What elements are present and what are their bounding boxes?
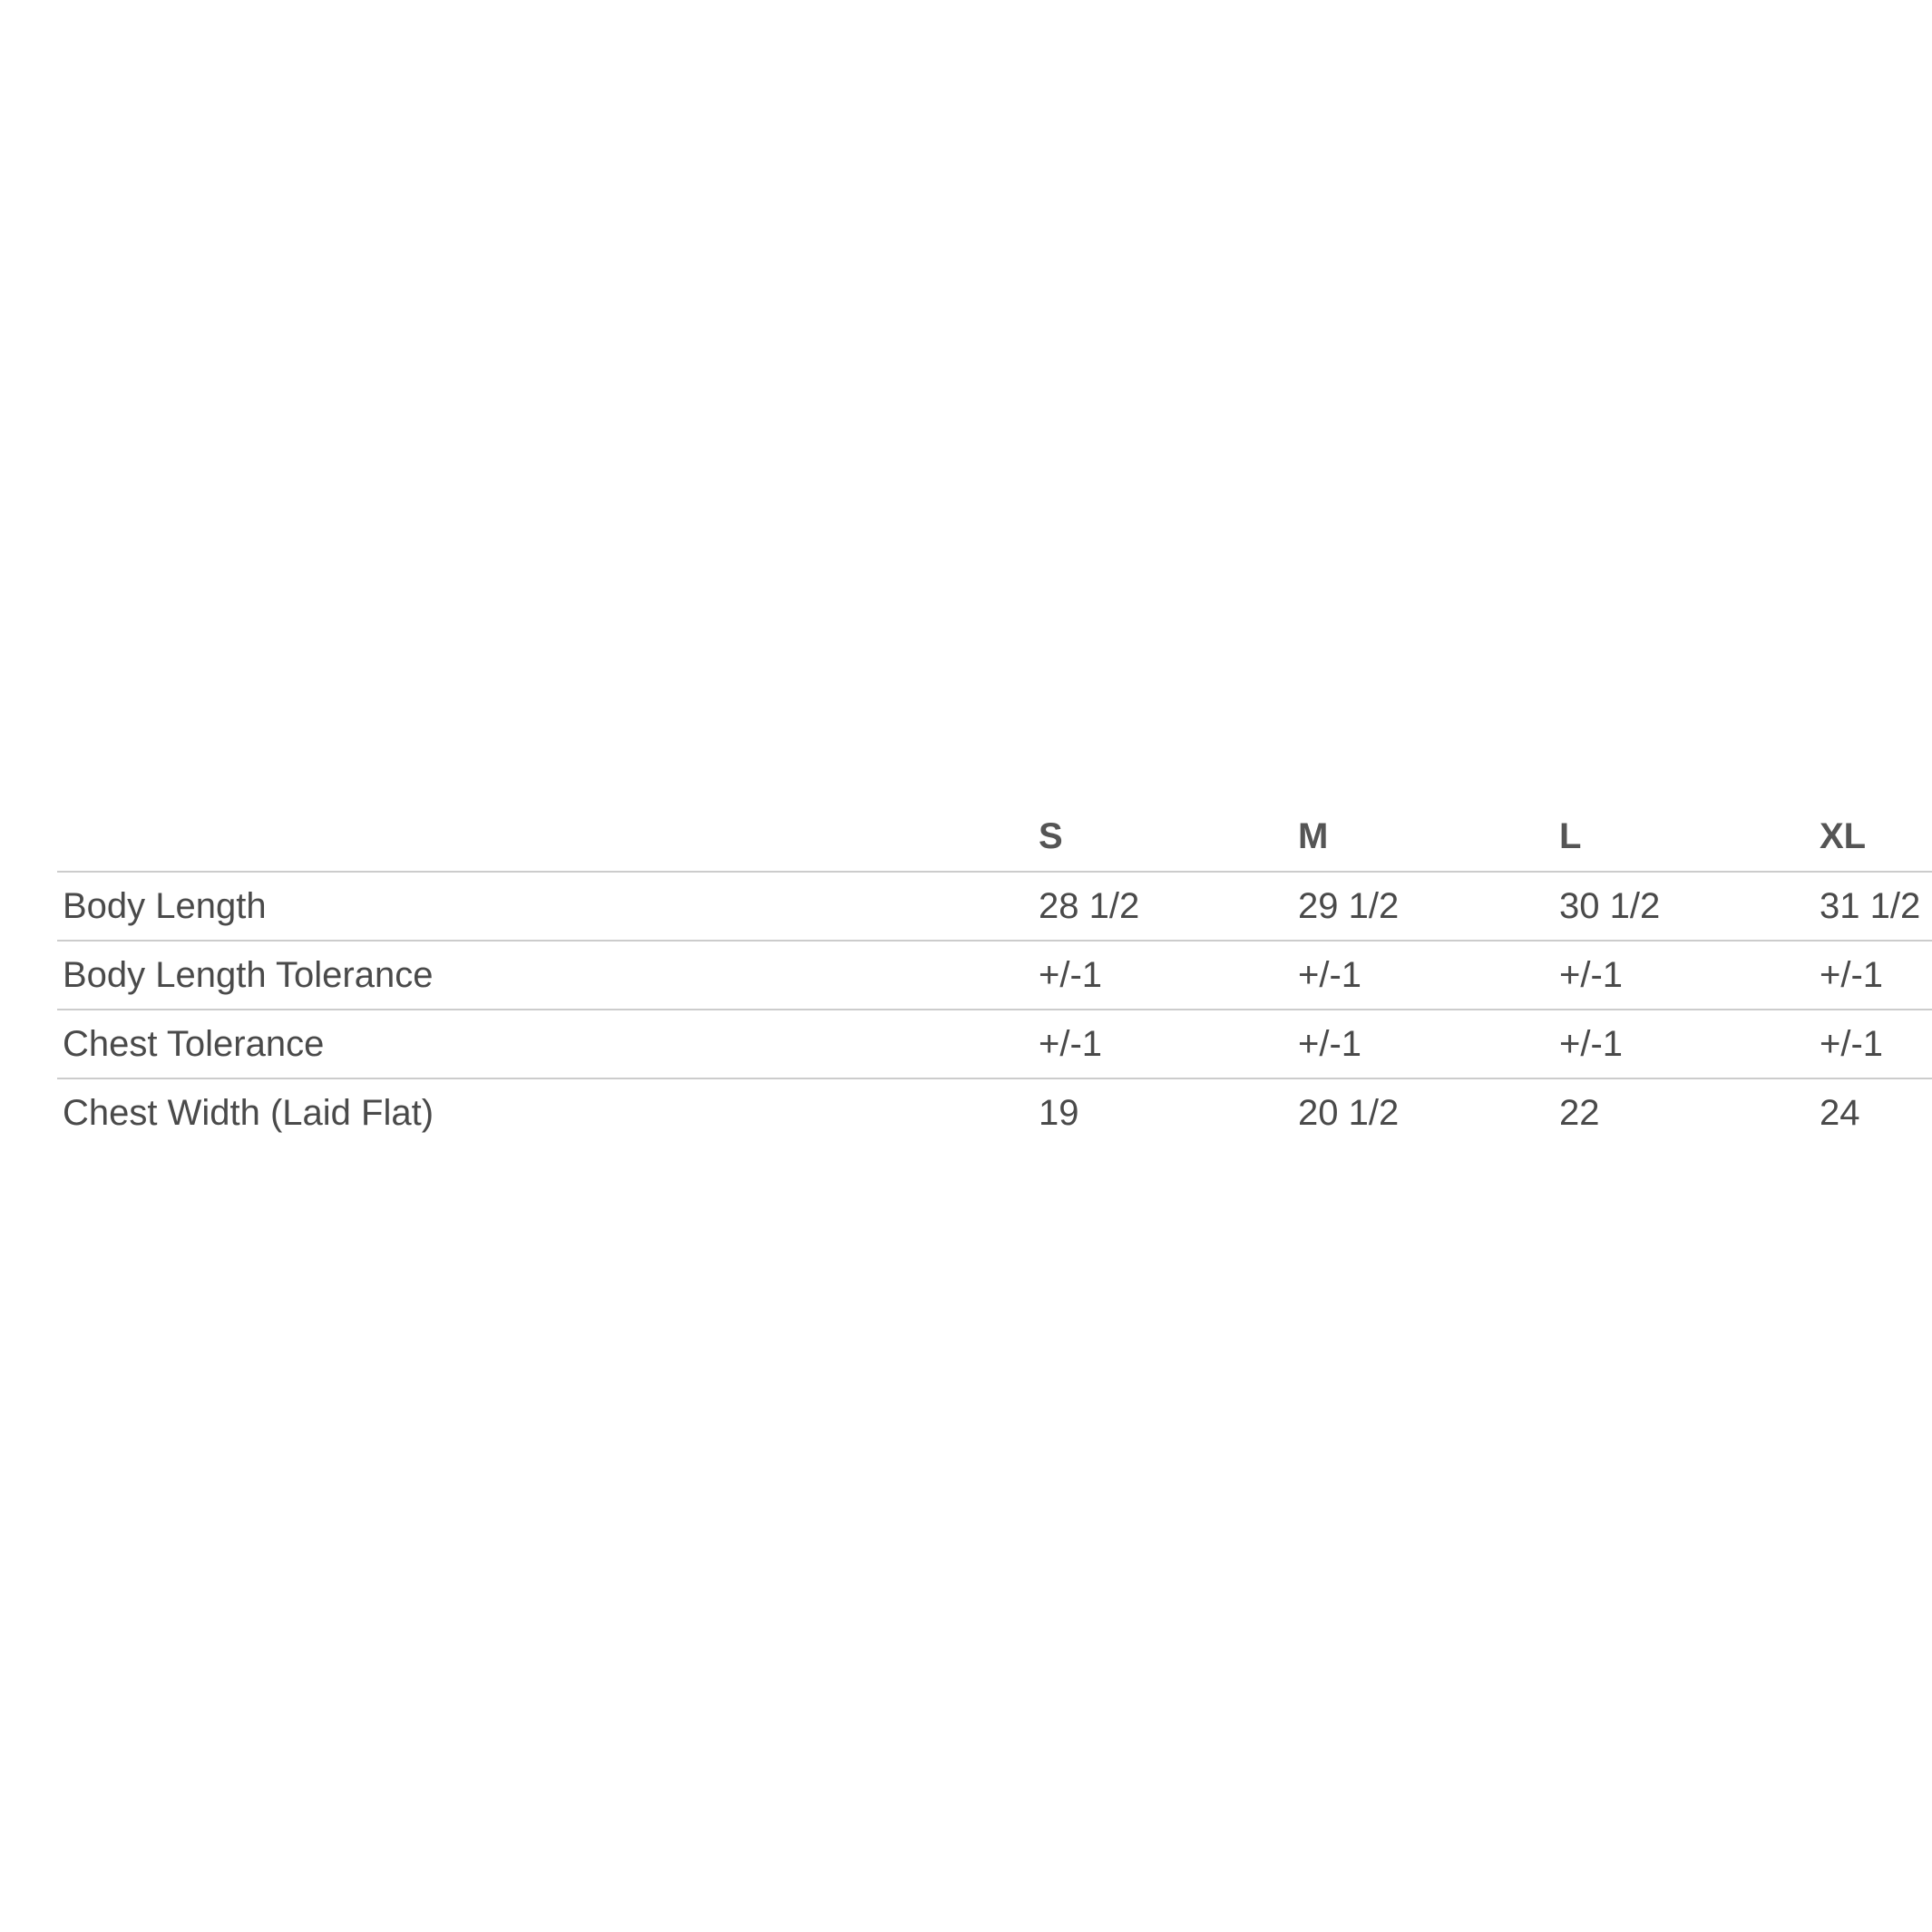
table-cell: +/-1 <box>1781 1010 1932 1078</box>
table-row <box>57 872 1932 941</box>
row-label-chest-width: Chest Width (Laid Flat) <box>63 1092 434 1133</box>
size-header-s: S <box>1000 816 1260 872</box>
table-cell: +/-1 <box>1260 941 1521 1010</box>
row-label-body-length: Body Length <box>57 872 1000 941</box>
row-label-chest-tolerance: Chest Tolerance <box>57 1010 1000 1078</box>
table-cell: +/-1 <box>1521 1010 1781 1078</box>
table-cell: 19 <box>1039 1092 1079 1133</box>
table-cell: 24 <box>1820 1092 1860 1133</box>
table-cell: +/-1 <box>1000 941 1260 1010</box>
size-header-l: L <box>1521 816 1781 872</box>
size-chart-table <box>57 816 1932 1147</box>
table-cell: 29 1/2 <box>1260 872 1521 941</box>
table-cell: 30 1/2 <box>1521 872 1781 941</box>
table-row <box>57 1010 1932 1078</box>
table-cell: 31 1/2 <box>1781 872 1932 941</box>
table-cell: 28 1/2 <box>1000 872 1260 941</box>
table-cell: +/-1 <box>1260 1010 1521 1078</box>
table-row <box>57 941 1932 1010</box>
table-cell: 20 1/2 <box>1298 1092 1400 1133</box>
table-cell: +/-1 <box>1000 1010 1260 1078</box>
row-label-header <box>57 816 1000 872</box>
size-header-xl: XL <box>1781 816 1932 872</box>
table-cell: 22 <box>1559 1092 1600 1133</box>
table-row <box>57 1078 1932 1147</box>
table-cell: +/-1 <box>1781 941 1932 1010</box>
row-label-body-length-tolerance: Body Length Tolerance <box>57 941 1000 1010</box>
size-header-row <box>57 816 1932 872</box>
size-header-m: M <box>1260 816 1521 872</box>
table-cell: +/-1 <box>1521 941 1781 1010</box>
